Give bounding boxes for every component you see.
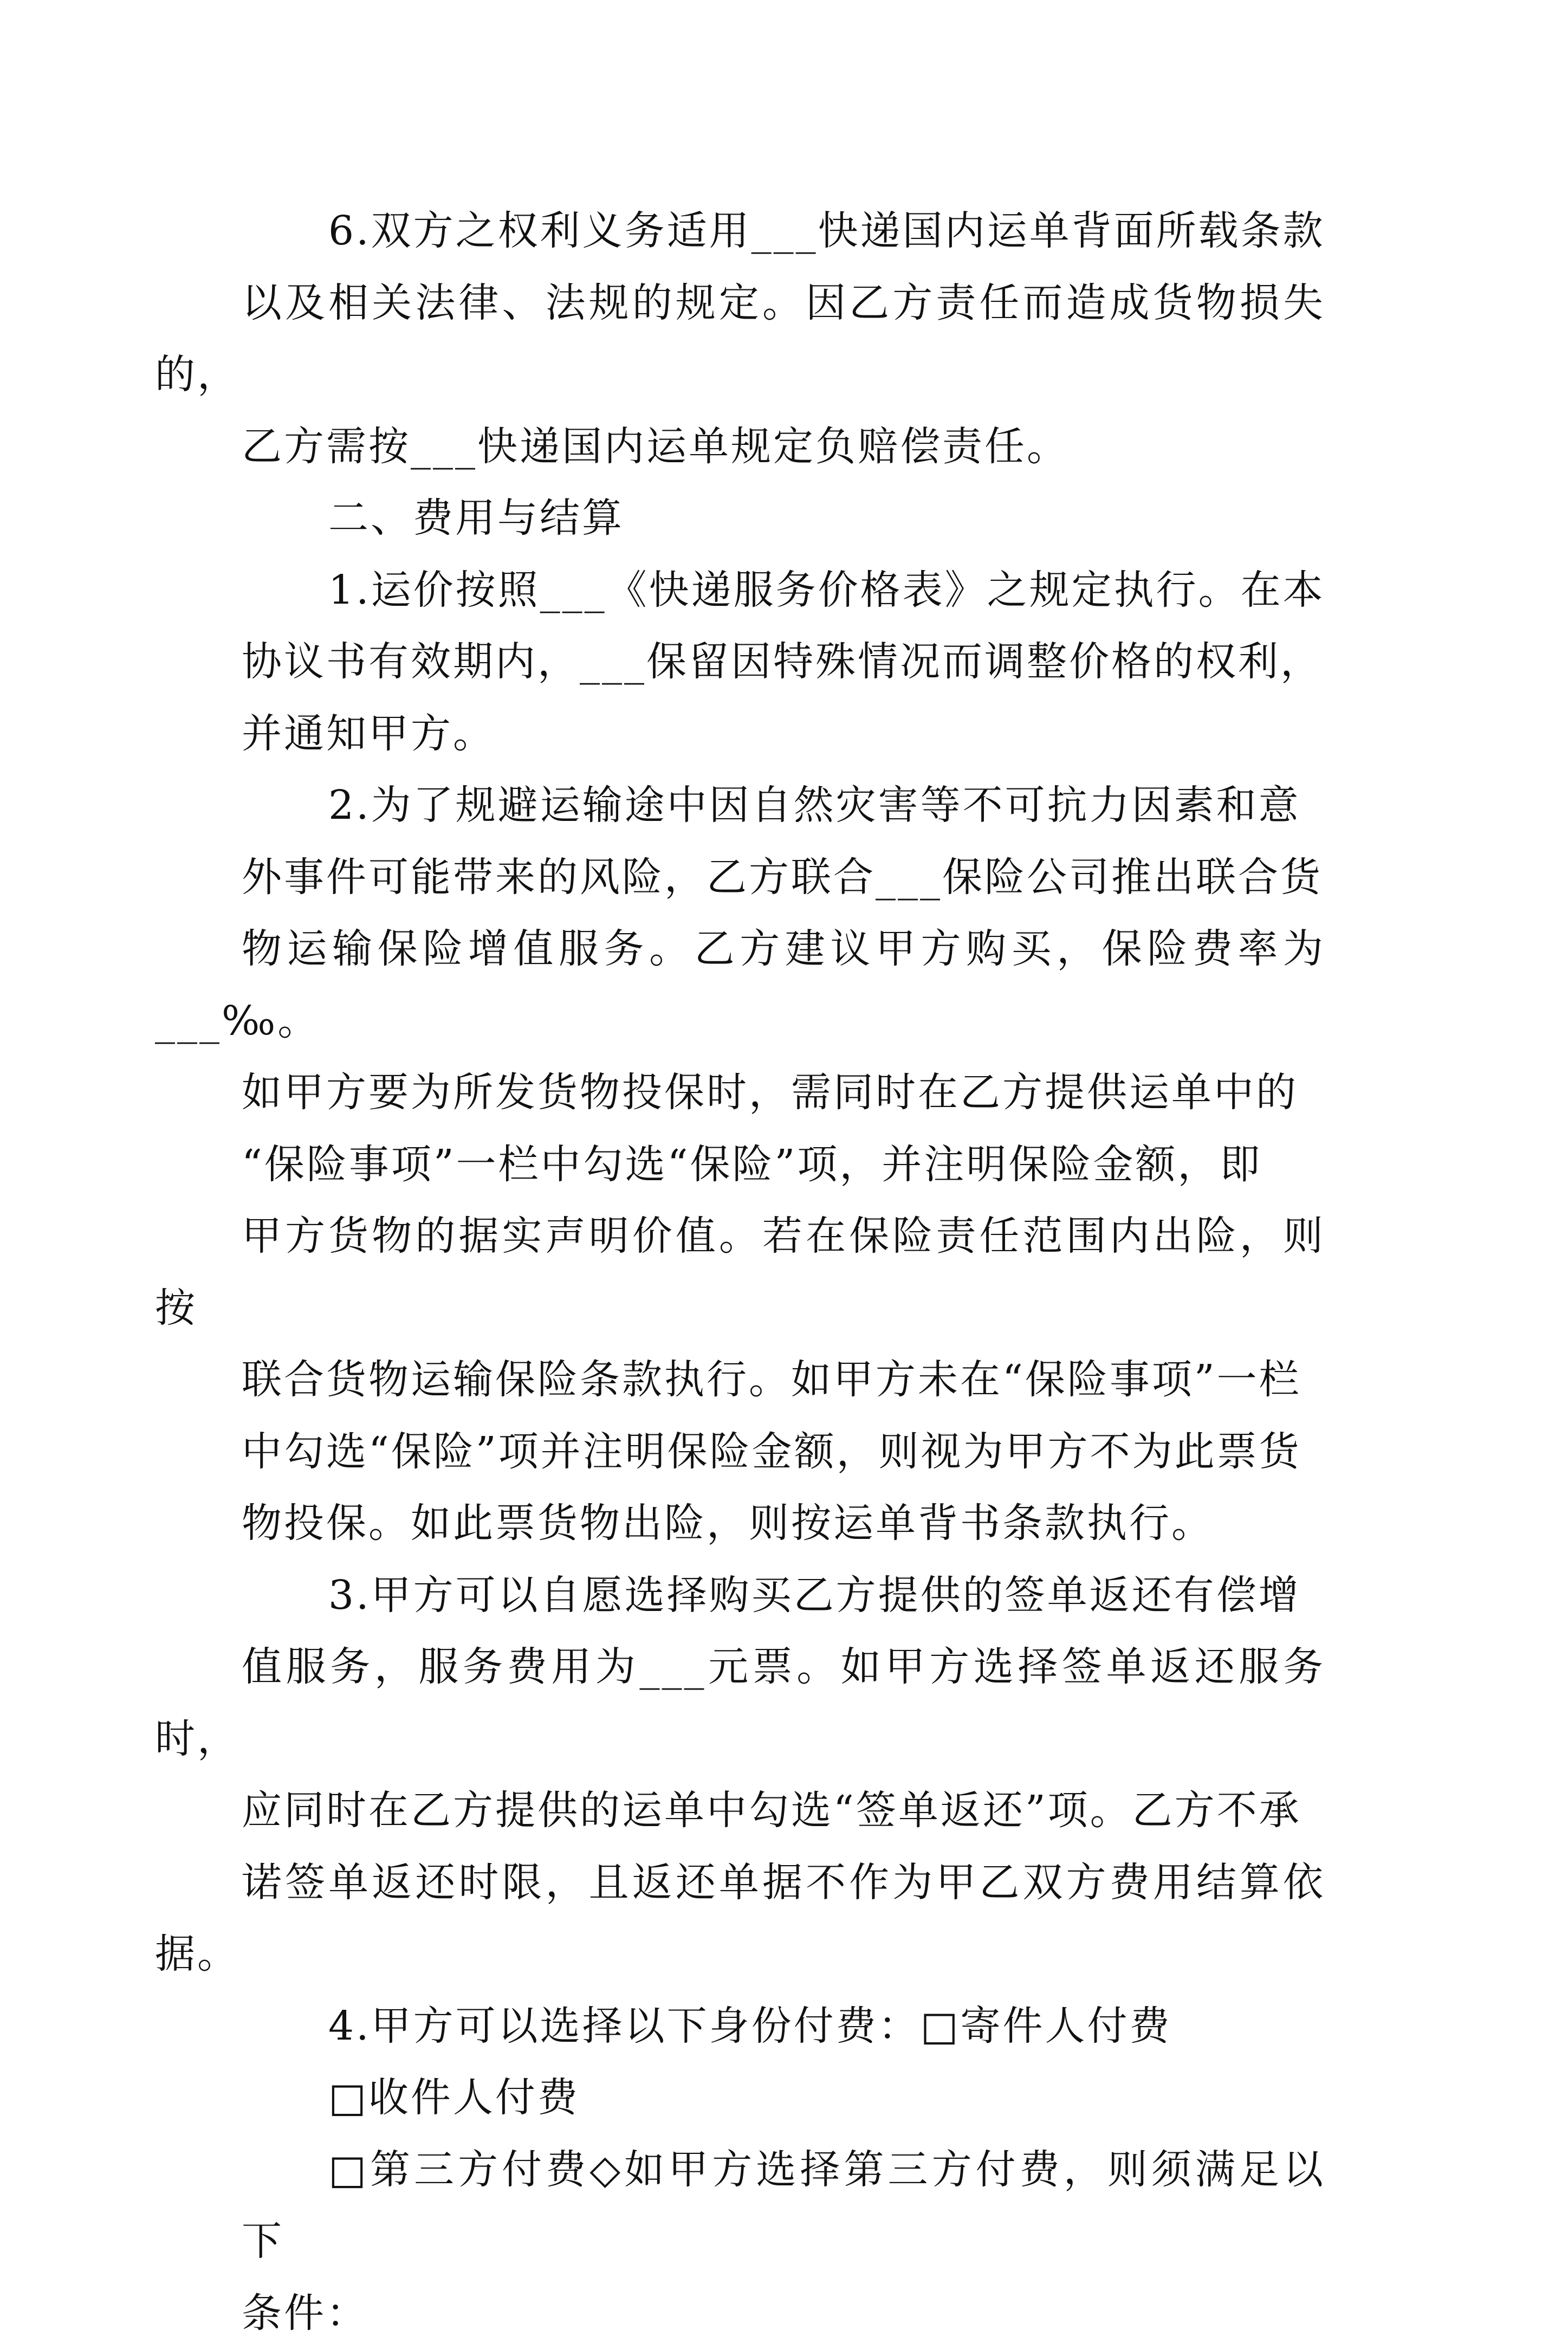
text-line: 乙方需按___快递国内运单规定负赔偿责任。 [155,411,1325,483]
text-line: 值服务，服务费用为___元票。如甲方选择签单返还服务时， [155,1631,1325,1775]
text-line: 条件： [155,2277,1325,2349]
text-line: 中勾选“保险”项并注明保险金额，则视为甲方不为此票货 [155,1416,1325,1488]
text-line: 2.为了规避运输途中因自然灾害等不可抗力因素和意 [242,769,1325,842]
text-line: □收件人付费 [242,2062,1325,2134]
fee-clause-3 [242,1559,1325,1990]
document-body [242,195,1325,2349]
text-line: 应同时在乙方提供的运单中勾选“签单返还”项。乙方不承 [155,1775,1325,1847]
text-line: 协议书有效期内，___保留因特殊情况而调整价格的权利， [155,626,1325,698]
text-line: 3.甲方可以自愿选择购买乙方提供的签单返还有偿增 [242,1559,1325,1632]
text-line: 甲方货物的据实声明价值。若在保险责任范围内出险，则按 [155,1200,1325,1344]
text-line: 诺签单返还时限，且返还单据不作为甲乙双方费用结算依据。 [155,1847,1325,1990]
fee-clause-1 [242,554,1325,770]
text-line: 物投保。如此票货物出险，则按运单背书条款执行。 [155,1487,1325,1559]
text-line: 1.运价按照___《快递服务价格表》之规定执行。在本 [242,554,1325,626]
fee-clause-4 [242,1990,1325,2062]
fee-clause-2 [242,769,1325,1559]
text-line: “保险事项”一栏中勾选“保险”项，并注明保险金额，即 [155,1129,1325,1201]
text-line: 并通知甲方。 [155,698,1325,770]
text-line: □第三方付费◇如甲方选择第三方付费，则须满足以下 [242,2134,1325,2277]
payment-option-third-party [242,2134,1325,2349]
text-line: 6.双方之权利义务适用___快递国内运单背面所载条款 [242,195,1325,267]
text-line: 二、费用与结算 [242,482,1325,554]
payment-option-receiver [242,2062,1325,2134]
text-line: 外事件可能带来的风险，乙方联合___保险公司推出联合货 [155,842,1325,914]
section-heading [242,482,1325,554]
text-line: 如甲方要为所发货物投保时，需同时在乙方提供运单中的 [155,1057,1325,1129]
text-line: 以及相关法律、法规的规定。因乙方责任而造成货物损失的， [155,267,1325,411]
clause-6-paragraph [242,195,1325,482]
text-line: 联合货物运输保险条款执行。如甲方未在“保险事项”一栏 [155,1344,1325,1416]
text-line: 4.甲方可以选择以下身份付费：□寄件人付费 [242,1990,1325,2062]
text-line: 物运输保险增值服务。乙方建议甲方购买，保险费率为___‰。 [155,913,1325,1057]
